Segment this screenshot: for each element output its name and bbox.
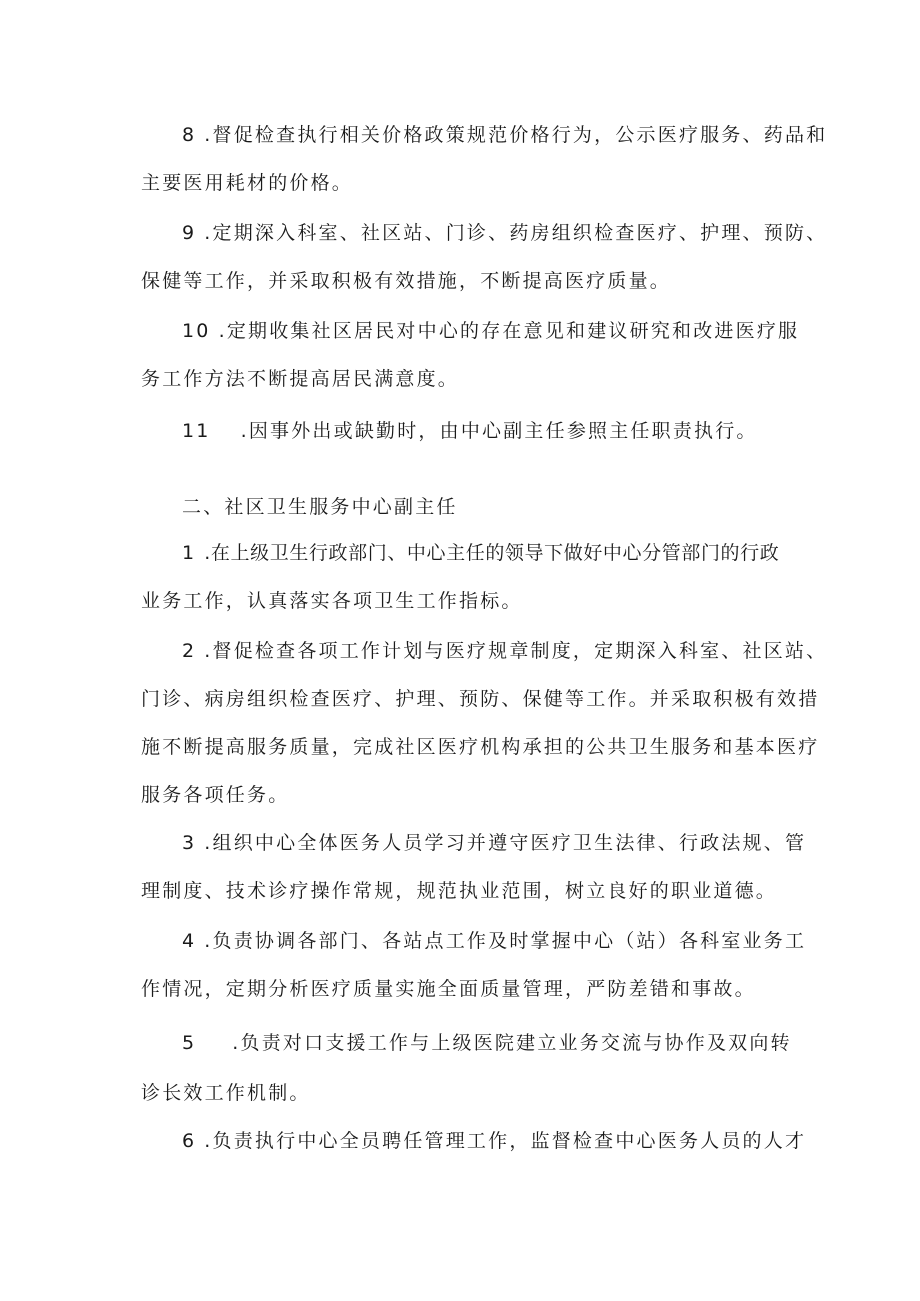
item-2-line-3: 施不断提高服务质量，完成社区医疗机构承担的公共卫生服务和基本医疗 [141,736,820,758]
item-number: 4 [182,930,197,952]
item-text: .定期深入科室、社区站、门诊、药房组织检查医疗、护理、预防、 [204,222,828,244]
item-text: .督促检查执行相关价格政策规范价格行为，公示医疗服务、药品和 [204,124,828,146]
item-3-line-2: 理制度、技术诊疗操作常规，规范执业范围，树立良好的职业道德。 [141,880,778,902]
item-9-line-2: 保健等工作，并采取积极有效措施，不断提高医疗质量。 [141,270,672,292]
item-1-line-2: 业务工作，认真落实各项卫生工作指标。 [141,590,523,612]
item-number: 11 [182,420,211,442]
item-10-line-1 [182,318,799,344]
item-number: 10 [182,320,211,342]
item-2-line-1 [182,638,827,664]
item-number: 2 [182,640,197,662]
item-number: 6 [182,1130,197,1152]
section-heading: 二、社区卫生服务中心副主任 [182,496,458,518]
item-6-line-1 [182,1128,806,1154]
item-10-line-2: 务工作方法不断提高居民满意度。 [141,368,460,390]
item-2-line-4: 服务各项任务。 [141,784,290,806]
item-number: 3 [182,832,197,854]
item-5-line-2: 诊长效工作机制。 [141,1082,311,1104]
item-8-line-1 [182,122,827,148]
item-8-line-2: 主要医用耗材的价格。 [141,172,354,194]
item-2-line-2: 门诊、病房组织检查医疗、护理、预防、保健等工作。并采取积极有效措 [141,688,820,710]
item-text: .定期收集社区居民对中心的存在意见和建议研究和改进医疗服 [218,320,800,342]
item-4-line-2: 作情况，定期分析医疗质量实施全面质量管理，严防差错和事故。 [141,978,756,1000]
item-text: .因事外出或缺勤时，由中心副主任参照主任职责执行。 [240,420,758,442]
item-text: .负责执行中心全员聘任管理工作，监督检查中心医务人员的人才 [204,1130,807,1152]
item-text: .组织中心全体医务人员学习并遵守医疗卫生法律、行政法规、管 [204,832,807,854]
item-number: 1 [182,542,197,564]
item-number: 5 [182,1032,197,1054]
item-text: .负责协调各部门、各站点工作及时掌握中心（站）各科室业务工 [204,930,807,952]
item-4-line-1 [182,928,806,954]
item-1-line-1 [182,540,779,566]
item-9-line-1 [182,220,827,246]
item-number: 8 [182,124,197,146]
item-text: .督促检查各项工作计划与医疗规章制度，定期深入科室、社区站、 [204,640,828,662]
item-11-line-1 [182,418,758,444]
item-5-line-1 [182,1030,792,1056]
item-number: 9 [182,222,197,244]
item-text: .在上级卫生行政部门、中心主任的领导下做好中心分管部门的行政 [204,542,780,564]
item-text: .负责对口支援工作与上级医院建立业务交流与协作及双向转 [232,1032,792,1054]
item-3-line-1 [182,830,806,856]
